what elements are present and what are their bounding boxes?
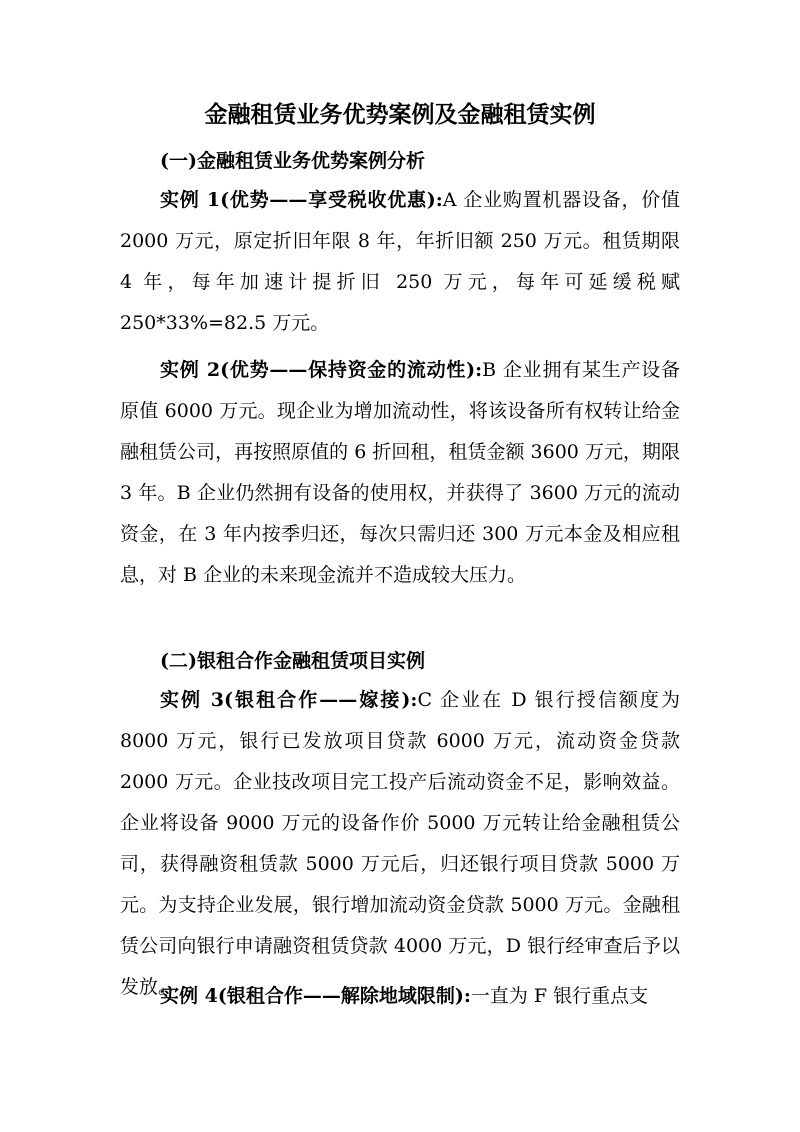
example-1-lead: 实例 1(优势——享受税收优惠):: [160, 189, 443, 211]
example-2-lead: 实例 2(优势——保持资金的流动性):: [160, 359, 483, 381]
example-2-text: B 企业拥有某生产设备原值 6000 万元。现企业为增加流动性，将该设备所有权转让给金融租赁公司，再按照原值的 6 折回租，租赁金额 3600 万元，期限 3 年。B 企业仍然拥有设备的使用权，并获得了 3600 万元的流动资金，在 3 年内按季归还，每次只需归还 300 万元本金及相应租息，对 B 企业的未来现金流并不造成较大压力。: [120, 359, 680, 586]
document-title: 金融租赁业务优势案例及金融租赁实例: [204, 101, 596, 128]
example-3-lead: 实例 3(银租合作——嫁接):: [160, 689, 418, 711]
example-4-lead: 实例 4(银租合作——解除地域限制):: [160, 985, 471, 1007]
example-3-paragraph: [120, 680, 680, 1008]
example-1-paragraph: [120, 180, 680, 344]
example-1-text: A 企业购置机器设备，价值 2000 万元，原定折旧年限 8 年，年折旧额 250 万元。租赁期限 4 年，每年加速计提折旧 250 万元，每年可延缓税赋 250*33%=82.5 万元。: [120, 189, 680, 334]
example-4-text: 一直为 F 银行重点支: [470, 985, 649, 1007]
section-1-heading: (一)金融租赁业务优势案例分析: [160, 150, 425, 172]
example-4-paragraph: [120, 976, 680, 1017]
section-2-heading: (二)银租合作金融租赁项目实例: [160, 650, 425, 672]
example-2-paragraph: [120, 350, 680, 596]
example-3-text: C 企业在 D 银行授信额度为 8000 万元，银行已发放项目贷款 6000 万元，流动资金贷款 2000 万元。企业技改项目完工投产后流动资金不足，影响效益。企业将设备 9000 万元的设备作价 5000 万元转让给金融租赁公司，获得融资租赁款 5000 万元后，归还银行项目贷款 5000 万元。为支持企业发展，银行增加流动资金贷款 5000 万元。金融租赁公司向银行申请融资租赁贷款 4000 万元，D 银行经审查后予以发放。: [120, 689, 680, 998]
